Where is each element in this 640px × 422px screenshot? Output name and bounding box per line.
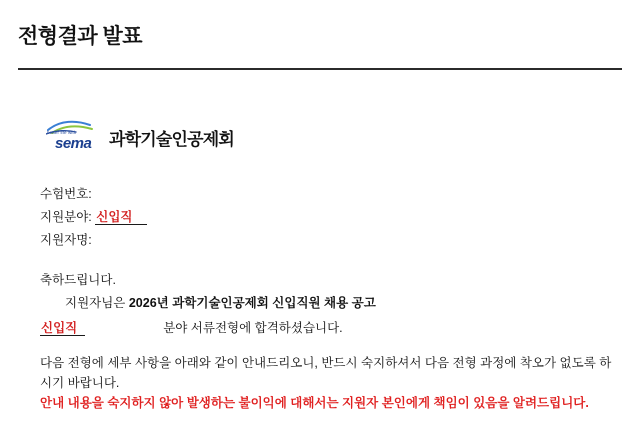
congratulation-text: 축하드립니다. [40,273,116,287]
result-second-line [40,317,600,339]
field-value-applied-category: 신입직 [95,210,147,225]
title-divider [18,68,622,70]
result-suffix: 분야 서류전형에 합격하셨습니다. [163,321,343,335]
sema-logo-icon [46,118,100,152]
page-title: 전형결과 발표 [18,25,143,48]
result-announcement-title: 2026년 과학기술인공제회 신입직원 채용 공고 [128,296,376,310]
field-row-applied-category [40,206,147,229]
logo-tagline: better life with [47,130,77,135]
result-prefix: 지원자님은 [65,296,129,310]
field-row-applicant-name [40,229,147,252]
organization-logo [46,118,234,152]
field-label-exam-number: 수험번호: [40,187,92,201]
organization-name: 과학기술인공제회 [109,130,234,149]
warning-paragraph: 안내 내용을 숙지하지 않아 발생하는 불이익에 대해서는 지원자 본인에게 책임이 있음을 알려드립니다. [40,396,589,410]
applicant-field-list [40,183,147,252]
result-category-value: 신입직 [40,321,85,336]
field-row-exam-number [40,183,147,206]
logo-wordmark: sema [55,135,92,152]
guide-paragraph: 다음 전형에 세부 사항을 아래와 같이 안내드리오니, 반드시 숙지하셔서 다음 전형 과정에 착오가 없도록 하시기 바랍니다. [40,356,612,390]
result-paragraph [40,292,600,339]
field-label-applied-category: 지원분야: [40,210,92,224]
field-label-applicant-name: 지원자명: [40,233,92,247]
